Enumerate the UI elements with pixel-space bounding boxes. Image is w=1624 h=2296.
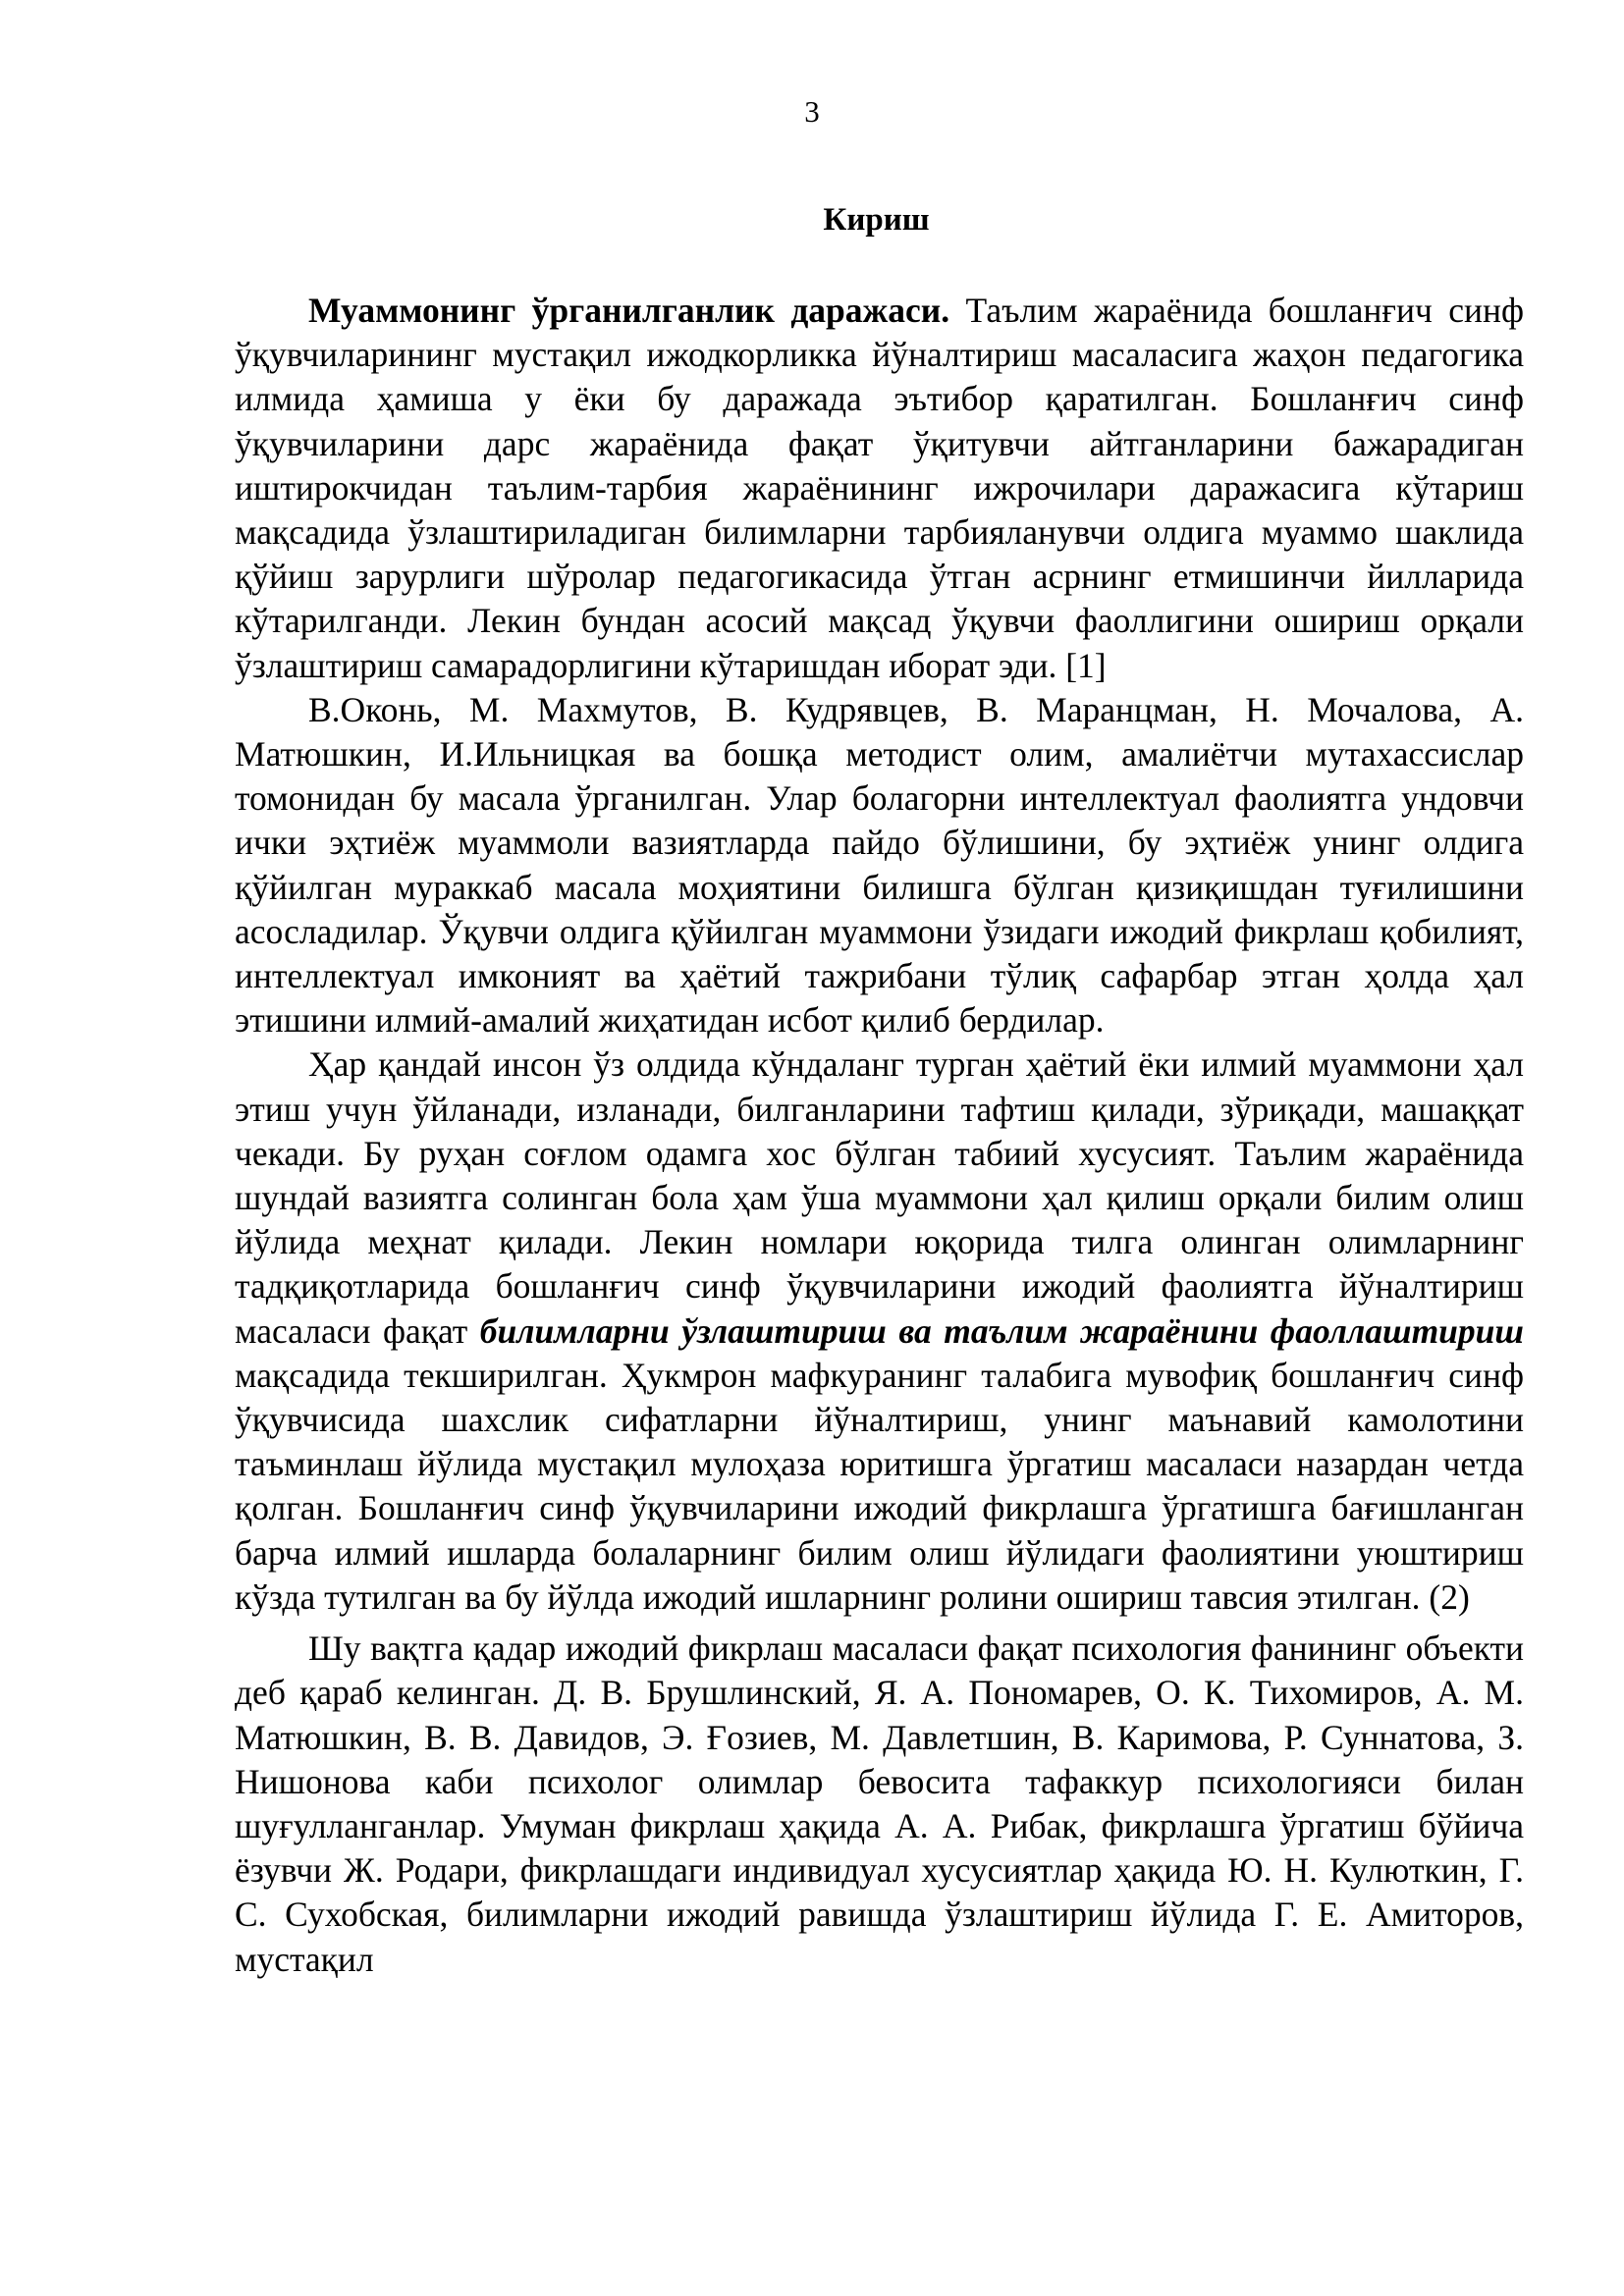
paragraph-1 [235,289,1524,688]
paragraph-3-text-before: Ҳар қандай инсон ўз олдида кўндаланг турган ҳаётий ёки илмий муаммони ҳал этиш учун ўйланади, изланади, билганларини тафтиш қилади, зўриқади, машаққат чекади. Бу руҳан соғлом одамга хос бўлган табиий хусусият. Таълим жараёнида шундай вазиятга солинган бола ҳам ўша муаммони ҳал қилиш орқали билим олиш йўлида меҳнат қилади. Лекин номлари юқорида тилга олинган олимларнинг тадқиқотларида бошланғич синф ўқувчиларини ижодий фаолиятга йўналтириш масаласи фақат [235,1044,1524,1351]
body-text [235,289,1524,1982]
paragraph-2: В.Оконь, М. Махмутов, В. Кудрявцев, В. Маранцман, Н. Мочалова, А. Матюшкин, И.Ильницкая ва бошқа методист олим, амалиётчи мутахассислар томонидан бу масала ўрганилган. Улар болагорни интеллектуал фаолиятга ундовчи ички эҳтиёж муаммоли вазиятларда пайдо бўлишини, бу эҳтиёж унинг олдига қўйилган мураккаб масала моҳиятини билишга бўлган қизиқишдан туғилишини асосладилар. Ўқувчи олдига қўйилган муаммони ўзидаги ижодий фикрлаш қобилият, интеллектуал имконият ва ҳаётий тажрибани тўлиқ сафарбар этган ҳолда ҳал этишини илмий-амалий жиҳатидан исбот қилиб бердилар. [235,689,1524,1041]
section-title: Кириш [823,202,930,238]
paragraph-3 [235,1042,1524,1620]
paragraph-3-emphasis: билимларни ўзлаштириш ва таълим жараёнини фаоллаштириш [479,1310,1524,1351]
paragraph-1-lead: Муаммонинг ўрганилганлик даражаси. [308,291,950,330]
page-number: 3 [804,94,820,129]
paragraph-3-text-after: мақсадида текширилган. Ҳукмрон мафкуранинг талабига мувофиқ бошланғич синф ўқувчисида шахслик сифатларни йўналтириш, унинг маънавий камолотини таъминлаш йўлида мустақил мулоҳаза юритишга ўргатиш масаласи назардан четда қолган. Бошланғич синф ўқувчиларини ижодий фикрлашга ўргатишга бағишланган барча илмий ишларда болаларнинг билим олиш йўлидаги фаолиятини уюштириш кўзда тутилган ва бу йўлда ижодий ишларнинг ролини ошириш тавсия этилган. (2) [235,1355,1524,1617]
paragraph-4: Шу вақтга қадар ижодий фикрлаш масаласи фақат психология фанининг объекти деб қараб келинган. Д. В. Брушлинский, Я. А. Пономарев, О. К. Тихомиров, А. М. Матюшкин, В. В. Давидов, Э. Ғозиев, М. Давлетшин, В. Каримова, Р. Суннатова, З. Нишонова каби психолог олимлар бевосита тафаккур психологияси билан шуғулланганлар. Умуман фикрлаш ҳақида А. А. Рибак, фикрлашга ўргатиш бўйича ёзувчи Ж. Родари, фикрлашдаги индивидуал хусусиятлар ҳақида Ю. Н. Кулюткин, Г. С. Сухобская, билимларни ижодий равишда ўзлаштириш йўлида Г. Е. Амиторов, мустақил [235,1629,1524,1979]
paragraph-1-text: Таълим жараёнида бошланғич синф ўқувчиларининг мустақил ижодкорликка йўналтириш масаласига жаҳон педагогика илмида ҳамиша у ёки бу даражада эътибор қаратилган. Бошланғич синф ўқувчиларини дарс жараёнида фақат ўқитувчи айтганларини бажарадиган иштирокчидан таълим-тарбия жараёнининг ижрочилари даражасига кўтариш мақсадида ўзлаштириладиган билимларни тарбияланувчи олдига муаммо шаклида қўйиш зарурлиги шўролар педагогикасида ўтган асрнинг етмишинчи йилларида кўтарилганди. Лекин бундан асосий мақсад ўқувчи фаоллигини ошириш орқали ўзлаштириш самарадорлигини кўтаришдан иборат эди. [1] [235,291,1524,685]
